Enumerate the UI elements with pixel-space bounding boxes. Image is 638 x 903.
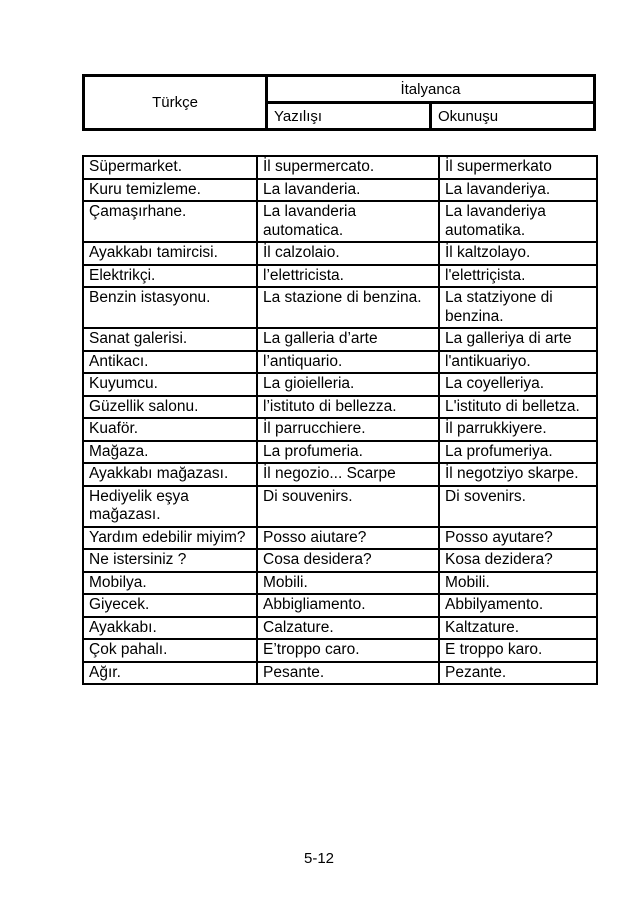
table-row (83, 572, 597, 595)
turkish-cell: Sanat galerisi. (83, 328, 257, 351)
table-row (83, 373, 597, 396)
turkish-cell: Güzellik salonu. (83, 396, 257, 419)
turkish-cell: Mobilya. (83, 572, 257, 595)
turkish-cell: Kuru temizleme. (83, 179, 257, 202)
italian-spelling-cell: E’troppo caro. (257, 639, 439, 662)
italian-spelling-cell: Pesante. (257, 662, 439, 685)
turkish-cell: Kuyumcu. (83, 373, 257, 396)
italyanca-header: İtalyanca (267, 76, 595, 103)
pronunciation-cell: Kosa dezidera? (439, 549, 597, 572)
italian-spelling-cell: İl supermercato. (257, 156, 439, 179)
pronunciation-cell: Mobili. (439, 572, 597, 595)
pronunciation-cell: l'antikuariyo. (439, 351, 597, 374)
table-row (83, 201, 597, 242)
pronunciation-cell: La galleriya di arte (439, 328, 597, 351)
pronunciation-cell: Posso ayutare? (439, 527, 597, 550)
italian-spelling-cell: Posso aiutare? (257, 527, 439, 550)
table-row (83, 549, 597, 572)
table-row (83, 639, 597, 662)
turkish-cell: Kuaför. (83, 418, 257, 441)
pronunciation-cell: Kaltzature. (439, 617, 597, 640)
column-header-table (82, 74, 596, 131)
turkish-cell: Ayakkabı. (83, 617, 257, 640)
turkish-cell: Çamaşırhane. (83, 201, 257, 242)
okunusu-header: Okunuşu (431, 103, 595, 130)
table-row (83, 617, 597, 640)
table-row (83, 441, 597, 464)
pronunciation-cell: La statziyone di benzina. (439, 287, 597, 328)
table-row (83, 463, 597, 486)
turkish-cell: Yardım edebilir miyim? (83, 527, 257, 550)
pronunciation-cell: İl parrukkiyere. (439, 418, 597, 441)
table-row (83, 156, 597, 179)
table-row (83, 287, 597, 328)
pronunciation-cell: Pezante. (439, 662, 597, 685)
italian-spelling-cell: İl parrucchiere. (257, 418, 439, 441)
table-row (83, 265, 597, 288)
italian-spelling-cell: Calzature. (257, 617, 439, 640)
table-row (83, 179, 597, 202)
pronunciation-cell: İl negotziyo skarpe. (439, 463, 597, 486)
pronunciation-cell: Di sovenirs. (439, 486, 597, 527)
turkish-cell: Ayakkabı mağazası. (83, 463, 257, 486)
turkish-cell: Mağaza. (83, 441, 257, 464)
italian-spelling-cell: l’antiquario. (257, 351, 439, 374)
italian-spelling-cell: Mobili. (257, 572, 439, 595)
turkish-cell: Elektrikçi. (83, 265, 257, 288)
table-row (83, 418, 597, 441)
italian-spelling-cell: La lavanderia. (257, 179, 439, 202)
italian-spelling-cell: l’istituto di bellezza. (257, 396, 439, 419)
table-row (83, 242, 597, 265)
italian-spelling-cell: Di souvenirs. (257, 486, 439, 527)
table-row (83, 351, 597, 374)
turkish-cell: Benzin istasyonu. (83, 287, 257, 328)
pronunciation-cell: La coyelleriya. (439, 373, 597, 396)
turkish-cell: Ayakkabı tamircisi. (83, 242, 257, 265)
turkish-cell: Ne istersiniz ? (83, 549, 257, 572)
pronunciation-cell: l'elettriçista. (439, 265, 597, 288)
pronunciation-cell: L'istituto di belletza. (439, 396, 597, 419)
pronunciation-cell: La lavanderiya automatika. (439, 201, 597, 242)
italian-spelling-cell: Abbigliamento. (257, 594, 439, 617)
pronunciation-cell: İl supermerkato (439, 156, 597, 179)
pronunciation-cell: La profumeriya. (439, 441, 597, 464)
yazilisi-header: Yazılışı (267, 103, 431, 130)
italian-spelling-cell: La lavanderia automatica. (257, 201, 439, 242)
italian-spelling-cell: l’elettricista. (257, 265, 439, 288)
pronunciation-cell: İl kaltzolayo. (439, 242, 597, 265)
pronunciation-cell: E troppo karo. (439, 639, 597, 662)
italian-spelling-cell: İl calzolaio. (257, 242, 439, 265)
table-row (83, 396, 597, 419)
pronunciation-cell: Abbilyamento. (439, 594, 597, 617)
vocabulary-table-body (83, 156, 597, 684)
table-row (83, 594, 597, 617)
turkce-header: Türkçe (84, 76, 267, 130)
vocabulary-table (82, 155, 598, 685)
italian-spelling-cell: La gioielleria. (257, 373, 439, 396)
turkish-cell: Çok pahalı. (83, 639, 257, 662)
italian-spelling-cell: La stazione di benzina. (257, 287, 439, 328)
italian-spelling-cell: İl negozio... Scarpe (257, 463, 439, 486)
turkish-cell: Süpermarket. (83, 156, 257, 179)
turkish-cell: Ağır. (83, 662, 257, 685)
italian-spelling-cell: La profumeria. (257, 441, 439, 464)
table-row (83, 662, 597, 685)
table-row (83, 527, 597, 550)
table-row (83, 486, 597, 527)
table-row (83, 328, 597, 351)
italian-spelling-cell: La galleria d’arte (257, 328, 439, 351)
turkish-cell: Antikacı. (83, 351, 257, 374)
italian-spelling-cell: Cosa desidera? (257, 549, 439, 572)
pronunciation-cell: La lavanderiya. (439, 179, 597, 202)
page-number: 5-12 (303, 850, 335, 867)
turkish-cell: Giyecek. (83, 594, 257, 617)
turkish-cell: Hediyelik eşya mağazası. (83, 486, 257, 527)
